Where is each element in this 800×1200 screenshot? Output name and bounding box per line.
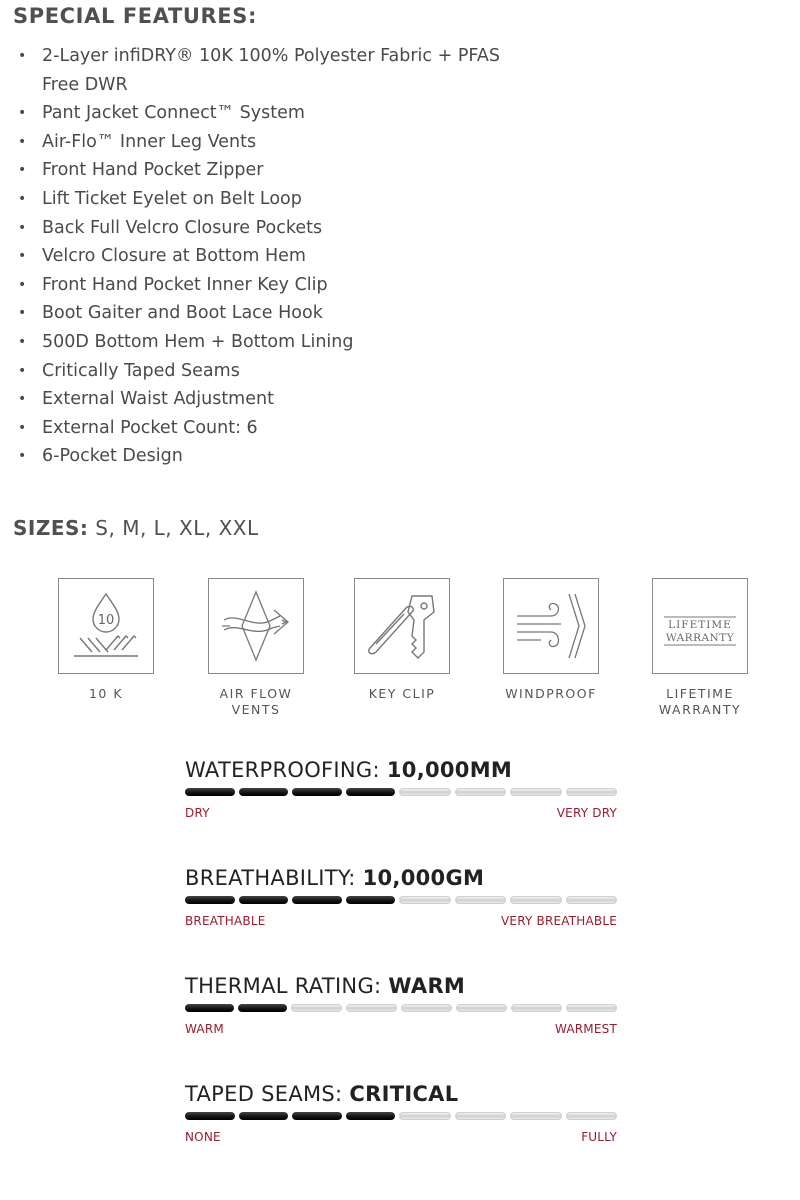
rating-segment-filled	[346, 1112, 396, 1120]
rating-segment-empty	[401, 1004, 452, 1012]
icon-caption: 10 K	[88, 686, 124, 701]
rating-min-label: WARM	[185, 1022, 224, 1036]
feature-icon-windproof	[503, 578, 599, 702]
feature-text: 500D Bottom Hem + Bottom Lining	[42, 331, 354, 352]
feature-text: Critically Taped Seams	[42, 360, 240, 381]
feature-icon-warranty	[652, 578, 748, 718]
rating-bar	[185, 788, 617, 797]
rating-segment-filled	[185, 896, 235, 904]
feature-item	[0, 357, 512, 386]
rating-value: 10,000GM	[362, 866, 485, 890]
waterproof-10k-icon	[58, 578, 154, 674]
rating-max-label: FULLY	[581, 1130, 617, 1144]
air-flow-vents-icon	[208, 578, 304, 674]
rating-max-label: VERY BREATHABLE	[501, 914, 617, 928]
feature-icon-key-clip	[354, 578, 450, 702]
rating-label: TAPED SEAMS:	[185, 1082, 343, 1106]
rating-value: WARM	[388, 974, 466, 998]
rating-min-label: DRY	[185, 806, 210, 820]
feature-item	[0, 99, 512, 128]
bullet-icon: •	[18, 162, 27, 179]
feature-item	[0, 128, 512, 157]
rating-segment-empty	[346, 1004, 397, 1012]
rating-segment-empty	[291, 1004, 342, 1012]
bullet-icon: •	[18, 248, 27, 265]
rating-segment-empty	[455, 1112, 507, 1120]
feature-item	[0, 156, 512, 185]
bullet-icon: •	[18, 333, 27, 350]
bullet-icon: •	[18, 133, 27, 150]
rating-label: BREATHABILITY:	[185, 866, 356, 890]
rating-segment-empty	[456, 1004, 507, 1012]
bullet-icon: •	[18, 48, 27, 64]
rating-segment-empty	[399, 1112, 451, 1120]
feature-item	[0, 442, 512, 471]
rating-scale	[185, 806, 617, 820]
rating-scale	[185, 1022, 617, 1036]
rating-segment-filled	[346, 896, 396, 904]
bullet-icon: •	[18, 362, 27, 379]
rating-segment-empty	[455, 788, 507, 796]
rating-title	[185, 756, 617, 784]
icon-caption: AIR FLOW VENTS	[219, 686, 293, 717]
rating-bar	[185, 1004, 617, 1013]
bullet-icon: •	[18, 419, 27, 436]
rating-segment-filled	[185, 1112, 235, 1120]
rating-title	[185, 972, 617, 1000]
bullet-icon: •	[18, 391, 27, 408]
bullet-icon: •	[18, 190, 27, 207]
feature-text: External Pocket Count: 6	[42, 417, 258, 438]
sizes-line	[13, 516, 259, 540]
feature-text: Lift Ticket Eyelet on Belt Loop	[42, 188, 302, 209]
feature-text: Back Full Velcro Closure Pockets	[42, 217, 323, 238]
rating-max-label: VERY DRY	[556, 806, 617, 820]
rating-segment-filled	[185, 788, 235, 796]
bullet-icon: •	[18, 219, 27, 236]
feature-text: Pant Jacket Connect™ System	[42, 103, 305, 124]
sizes-label: SIZES:	[13, 516, 89, 540]
feature-item	[0, 299, 512, 328]
rating-waterproofing	[185, 756, 617, 820]
rating-label: THERMAL RATING:	[185, 974, 382, 998]
waterproof-badge-text: 10	[97, 613, 115, 628]
feature-item	[0, 185, 512, 214]
rating-value: 10,000MM	[386, 758, 513, 782]
rating-segment-empty	[399, 788, 451, 796]
feature-item	[0, 414, 512, 443]
feature-text: 6-Pocket Design	[42, 446, 183, 467]
rating-segment-filled	[292, 1112, 342, 1120]
bullet-icon: •	[18, 305, 27, 322]
icon-caption: KEY CLIP	[368, 686, 436, 701]
feature-text: External Waist Adjustment	[42, 389, 274, 410]
feature-item	[0, 214, 512, 243]
rating-taped-seams	[185, 1080, 617, 1144]
feature-icon-air-flow	[208, 578, 304, 718]
feature-item	[0, 242, 512, 271]
rating-segment-empty	[510, 896, 562, 904]
rating-segment-filled	[239, 1112, 289, 1120]
rating-segment-filled	[346, 788, 396, 796]
feature-text: Front Hand Pocket Inner Key Clip	[42, 274, 328, 295]
sizes-value: S, M, L, XL, XXL	[95, 516, 259, 540]
rating-value: CRITICAL	[349, 1082, 459, 1106]
rating-scale	[185, 914, 617, 928]
special-features-list	[0, 42, 512, 471]
rating-min-label: NONE	[185, 1130, 221, 1144]
rating-segment-empty	[566, 896, 618, 904]
feature-item	[0, 328, 512, 357]
rating-segment-filled	[239, 896, 289, 904]
warranty-badge-line1: LIFETIME	[668, 619, 732, 631]
rating-title	[185, 1080, 617, 1108]
feature-item	[0, 42, 512, 99]
rating-segment-filled	[239, 788, 289, 796]
feature-text: Air-Flo™ Inner Leg Vents	[42, 131, 257, 152]
rating-label: WATERPROOFING:	[185, 758, 380, 782]
feature-item	[0, 271, 512, 300]
rating-segment-empty	[566, 1004, 617, 1012]
icon-caption: LIFETIME WARRANTY	[658, 686, 742, 717]
feature-text: Boot Gaiter and Boot Lace Hook	[42, 303, 323, 324]
windproof-icon	[503, 578, 599, 674]
rating-bar	[185, 1112, 617, 1121]
rating-title	[185, 864, 617, 892]
rating-min-label: BREATHABLE	[185, 914, 266, 928]
feature-text: Front Hand Pocket Zipper	[42, 160, 264, 181]
rating-segment-empty	[510, 1112, 562, 1120]
rating-segment-empty	[510, 788, 562, 796]
rating-segment-empty	[399, 896, 451, 904]
special-features-title: SPECIAL FEATURES:	[13, 4, 257, 28]
icon-caption: WINDPROOF	[505, 686, 597, 701]
rating-scale	[185, 1130, 617, 1144]
rating-segment-empty	[566, 788, 618, 796]
rating-segment-empty	[511, 1004, 562, 1012]
warranty-badge-line2: WARRANTY	[665, 632, 735, 644]
rating-max-label: WARMEST	[554, 1022, 617, 1036]
rating-segment-filled	[238, 1004, 287, 1012]
rating-bar	[185, 896, 617, 905]
feature-icon-waterproof	[58, 578, 154, 702]
rating-thermal	[185, 972, 617, 1036]
bullet-icon: •	[18, 448, 27, 465]
rating-segment-filled	[185, 1004, 234, 1012]
lifetime-warranty-icon	[652, 578, 748, 674]
rating-segment-filled	[292, 896, 342, 904]
key-clip-icon	[354, 578, 450, 674]
rating-breathability	[185, 864, 617, 928]
bullet-icon: •	[18, 105, 27, 122]
rating-segment-empty	[566, 1112, 618, 1120]
feature-item	[0, 385, 512, 414]
bullet-icon: •	[18, 276, 27, 293]
feature-text: Velcro Closure at Bottom Hem	[42, 246, 306, 267]
rating-segment-filled	[292, 788, 342, 796]
feature-text: 2-Layer infiDRY® 10K 100% Polyester Fabric + PFAS Free DWR	[42, 46, 500, 95]
rating-segment-empty	[455, 896, 507, 904]
